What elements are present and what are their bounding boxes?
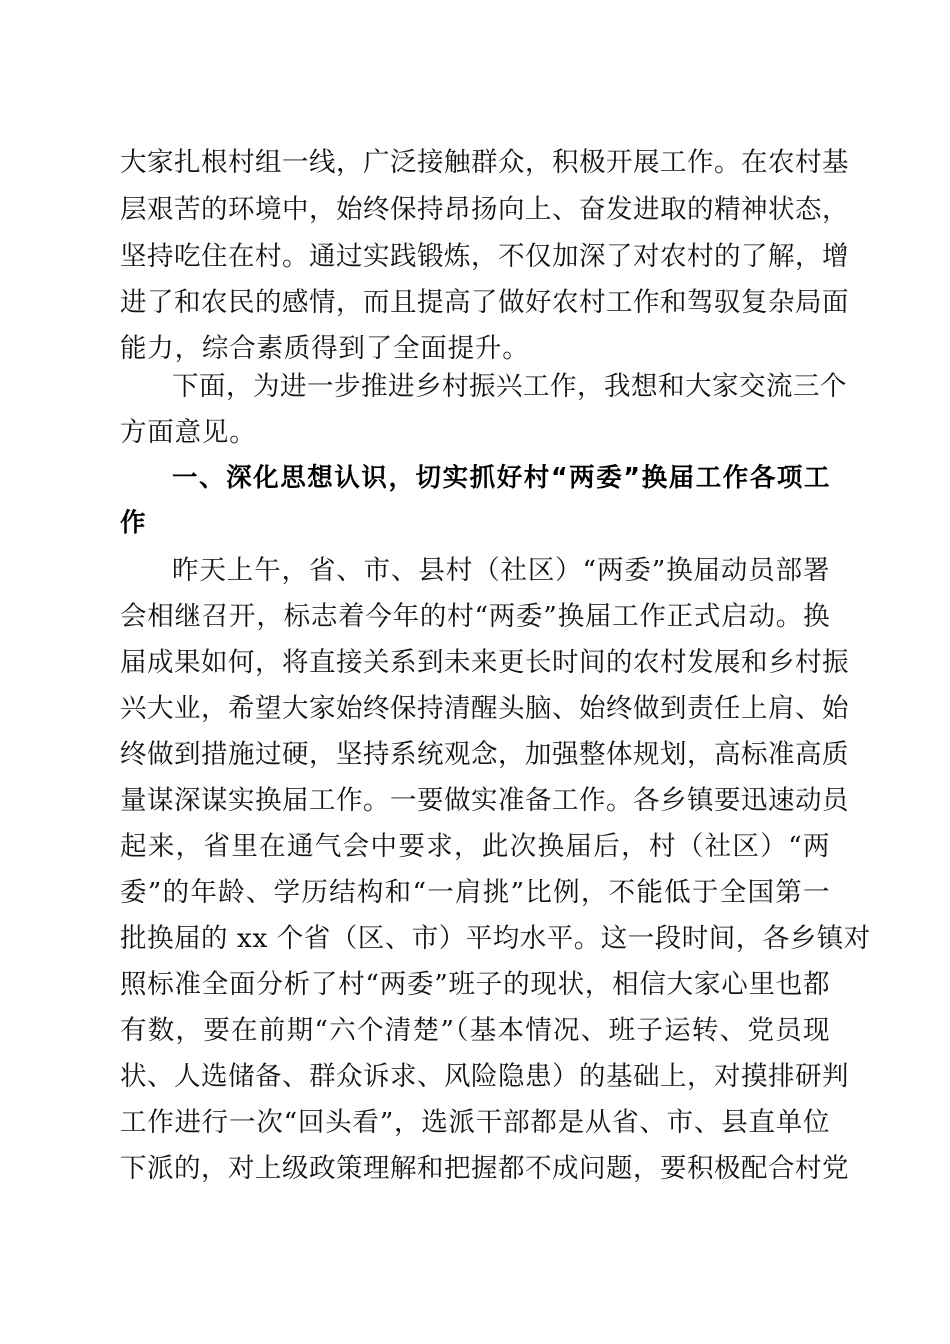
paragraph-line: 量谋深谋实换届工作。一要做实准备工作。各乡镇要迅速动员 (120, 785, 849, 816)
paragraph-line: 会相继召开，标志着今年的村“两委”换届工作正式启动。换 (120, 601, 830, 632)
paragraph-line: 批换届的 xx 个省（区、市）平均水平。这一段时间，各乡镇对 (120, 923, 871, 954)
paragraph-line: 状、人选储备、群众诉求、风险隐患）的基础上，对摸排研判 (120, 1061, 849, 1092)
paragraph-line: 届成果如何，将直接关系到未来更长时间的农村发展和乡村振 (120, 647, 849, 678)
section-heading-continuation: 作 (120, 508, 147, 538)
paragraph-line: 起来，省里在通气会中要求，此次换届后，村（社区）“两 (120, 831, 830, 862)
paragraph-line: 大家扎根村组一线，广泛接触群众，积极开展工作。在农村基 (120, 147, 849, 178)
paragraph-line: 下面，为进一步推进乡村振兴工作，我想和大家交流三个 (172, 371, 847, 402)
paragraph-line: 坚持吃住在村。通过实践锻炼，不仅加深了对农村的了解，增 (120, 241, 849, 272)
paragraph-line: 委”的年龄、学历结构和“一肩挑”比例，不能低于全国第一 (120, 877, 830, 908)
paragraph-line: 照标准全面分析了村“两委”班子的现状，相信大家心里也都 (120, 969, 830, 1000)
paragraph-line: 有数，要在前期“六个清楚”（基本情况、班子运转、党员现 (120, 1015, 830, 1046)
paragraph-line: 方面意见。 (120, 417, 257, 448)
paragraph-line: 昨天上午，省、市、县村（社区）“两委”换届动员部署 (172, 555, 830, 586)
paragraph-line: 层艰苦的环境中，始终保持昂扬向上、奋发进取的精神状态， (120, 194, 849, 225)
paragraph-line: 工作进行一次“回头看”，选派干部都是从省、市、县直单位 (120, 1107, 830, 1138)
paragraph-line: 终做到措施过硬，坚持系统观念，加强整体规划，高标准高质 (120, 739, 849, 770)
section-heading: 一、深化思想认识，切实抓好村“两委”换届工作各项工 (172, 463, 830, 493)
paragraph-line: 进了和农民的感情，而且提高了做好农村工作和驾驭复杂局面 (120, 287, 849, 318)
paragraph-line: 下派的，对上级政策理解和把握都不成问题，要积极配合村党 (120, 1153, 849, 1184)
paragraph-line: 兴大业，希望大家始终保持清醒头脑、始终做到责任上肩、始 (120, 693, 849, 724)
paragraph-line: 能力，综合素质得到了全面提升。 (120, 333, 530, 364)
